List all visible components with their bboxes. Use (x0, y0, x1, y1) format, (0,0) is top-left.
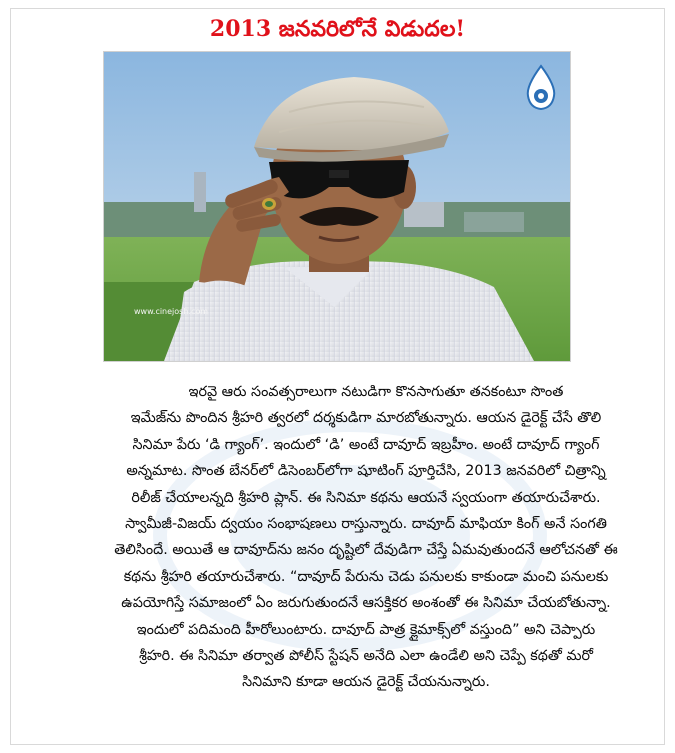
article-line: అన్నమాట. సొంత బేనర్‌లో డిసెంబర్‌లోగా షూటింగ్ పూర్తిచేసి, 2013 జనవరిలో చిత్రాన్ని (126, 463, 606, 480)
article-line: తెలిసిందే. అయితే ఆ దావూద్‌ను జనం దృష్టిలో దేవుడిగా చేస్తే ఏమవుతుందనే ఆలోచనతో ఈ (114, 542, 618, 559)
article-line: రిలీజ్ చేయాలన్నది శ్రీహరి ప్లాన్. ఈ సినిమా కథను ఆయనే స్వయంగా తయారుచేశారు. (131, 489, 601, 506)
article-line: స్వామీజీ-విజయ్ ద్వయం సంభాషణలు రాస్తున్నారు. దావూద్ మాఫియా కింగ్ అనే సంగతి (125, 516, 607, 533)
article-body (96, 379, 636, 696)
article-line: సినిమాని కూడా ఆయన డైరెక్ట్ చేయనున్నారు. (242, 674, 490, 691)
article-photo (103, 51, 571, 362)
article-line: ఇమేజ్‌ను పొందిన శ్రీహరి త్వరలో దర్శకుడిగా మారబోతున్నారు. ఆయన డైరెక్ట్ చేసే తొలి (130, 410, 602, 427)
photo-watermark: www.cinejosh.com (134, 307, 209, 316)
article-line: సినిమా పేరు ‘డి గ్యాంగ్’. ఇందులో ‘డి’ అంటే దావూద్ ఇబ్రహీం. అంటే దావూద్ గ్యాంగ్ (132, 436, 600, 453)
article-line: శ్రీహరి. ఈ సినిమా తర్వాత పోలీస్ స్టేషన్ అనేది ఎలా ఉండేలి అని చెప్పే కథతో మరో (139, 648, 593, 665)
headline: 2013 జనవరిలోనే విడుదల! (209, 16, 466, 42)
article-line: ఉపయోగిస్తే సమాజంలో ఏం జరుగుతుందనే ఆసక్తికర అంశంతో ఈ సినిమా చేయబోతున్నా. (121, 595, 611, 612)
article-line: కథను శ్రీహరి తయారుచేశారు. “దావూద్ పేరును చెడు పనులకు కాకుండా మంచి పనులకు (123, 568, 609, 585)
water-drop-logo-icon (524, 64, 558, 112)
article-line: ఇందులో పదిమంది హీరోలుంటారు. దావూద్ పాత్ర క్లైమాక్స్‌లో వస్తుంది” అని చెప్పారు (136, 621, 596, 638)
article-line: ఇరవై ఆరు సంవత్సరాలుగా నటుడిగా కొనసాగుతూ తనకంటూ సొంత (188, 384, 564, 400)
